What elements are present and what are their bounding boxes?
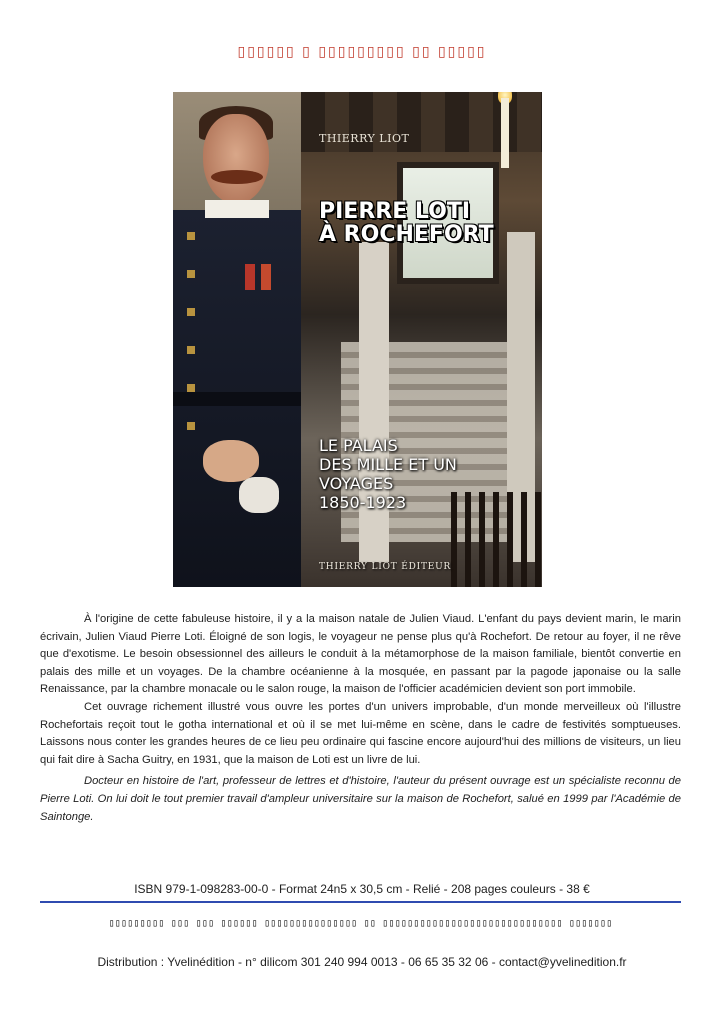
cover-portrait-image <box>173 92 301 587</box>
cover-author: THIERRY LIOT <box>319 132 410 145</box>
description-text <box>40 611 681 826</box>
cover-publisher: THIERRY LIOT ÉDITEUR <box>319 562 452 572</box>
divider <box>40 901 681 903</box>
cover-subtitle-line: 1850-1923 <box>319 493 407 512</box>
paragraph: À l'origine de cette fabuleuse histoire, il y a la maison natale de Julien Viaud. L'enfant du pays devient marin, le marin écrivain, Julien Viaud Pierre Loti. Éloigné de son logis, le voyageur ne pense plus qu'à Rochefort. De retour au foyer, il ne rêve que d'exotisme. Le besoin obsessionnel des ailleurs le conduit à la métamorphose de la maison familiale, bientôt convertie en palais des mille et un voyages. De la chambre océanienne à la mosquée, en passant par la pagode japonaise ou la salle Renaissance, par la chambre monacale ou le salon rouge, la maison de l'officier académicien devient son port immobile. <box>40 613 681 696</box>
cover-title <box>319 200 541 246</box>
distribution-line: Distribution : Yvelinédition - n° dilicom 301 240 994 0013 - 06 65 35 32 06 - contact@yvelinedition.fr <box>97 955 627 969</box>
author-bio: Docteur en histoire de l'art, professeur de lettres et d'histoire, l'auteur du présent ouvrage est un spécialiste reconnu de Pierre Loti. On lui doit le tout premier travail d'ampleur universitaire sur la maison de Rochefort, salué en 1999 par l'Académie de Saintonge. <box>40 775 681 823</box>
cover-title-line: PIERRE LOTI <box>319 199 471 224</box>
cover-interior-image <box>301 92 542 587</box>
cover-subtitle-line: LE PALAIS <box>319 436 398 455</box>
isbn-line: ISBN 979-1-098283-00-0 - Format 24n5 x 30,5 cm - Relié - 208 pages couleurs - 38 € <box>134 882 590 896</box>
cover-title-line: À ROCHEFORT <box>319 222 494 247</box>
garbled-line: ▯▯▯▯▯▯▯▯▯ ▯▯▯ ▯▯▯ ▯▯▯▯▯▯ ▯▯▯▯▯▯▯▯▯▯▯▯▯▯▯ ▯▯ ▯▯▯▯▯▯▯▯▯▯▯▯▯▯▯▯▯▯▯▯▯▯▯▯▯▯▯▯▯ ▯▯▯▯▯▯▯ <box>108 918 613 929</box>
cover-subtitle-line: DES MILLE ET UN <box>319 455 457 474</box>
paragraph: Cet ouvrage richement illustré vous ouvre les portes d'un univers improbable, d'un monde merveilleux où l'illustre Rochefortais reçoit tout le gotha international et où il se met lui-même en scène, dans le cadre de festivités somptueuses. Laissons nous conter les grandes heures de ce lieu peu ordinaire qui fascine encore aujourd'hui des millions de visiteurs, un lieu qui fait dire à Sacha Guitry, en 1931, que la maison de Loti est un livre de lui. <box>40 700 681 766</box>
cover-subtitle <box>319 436 541 512</box>
cover-subtitle-line: VOYAGES <box>319 474 394 493</box>
header-title: ▯▯▯▯▯▯ ▯ ▯▯▯▯▯▯▯▯▯ ▯▯ ▯▯▯▯▯ <box>237 44 487 60</box>
book-cover <box>173 92 542 587</box>
